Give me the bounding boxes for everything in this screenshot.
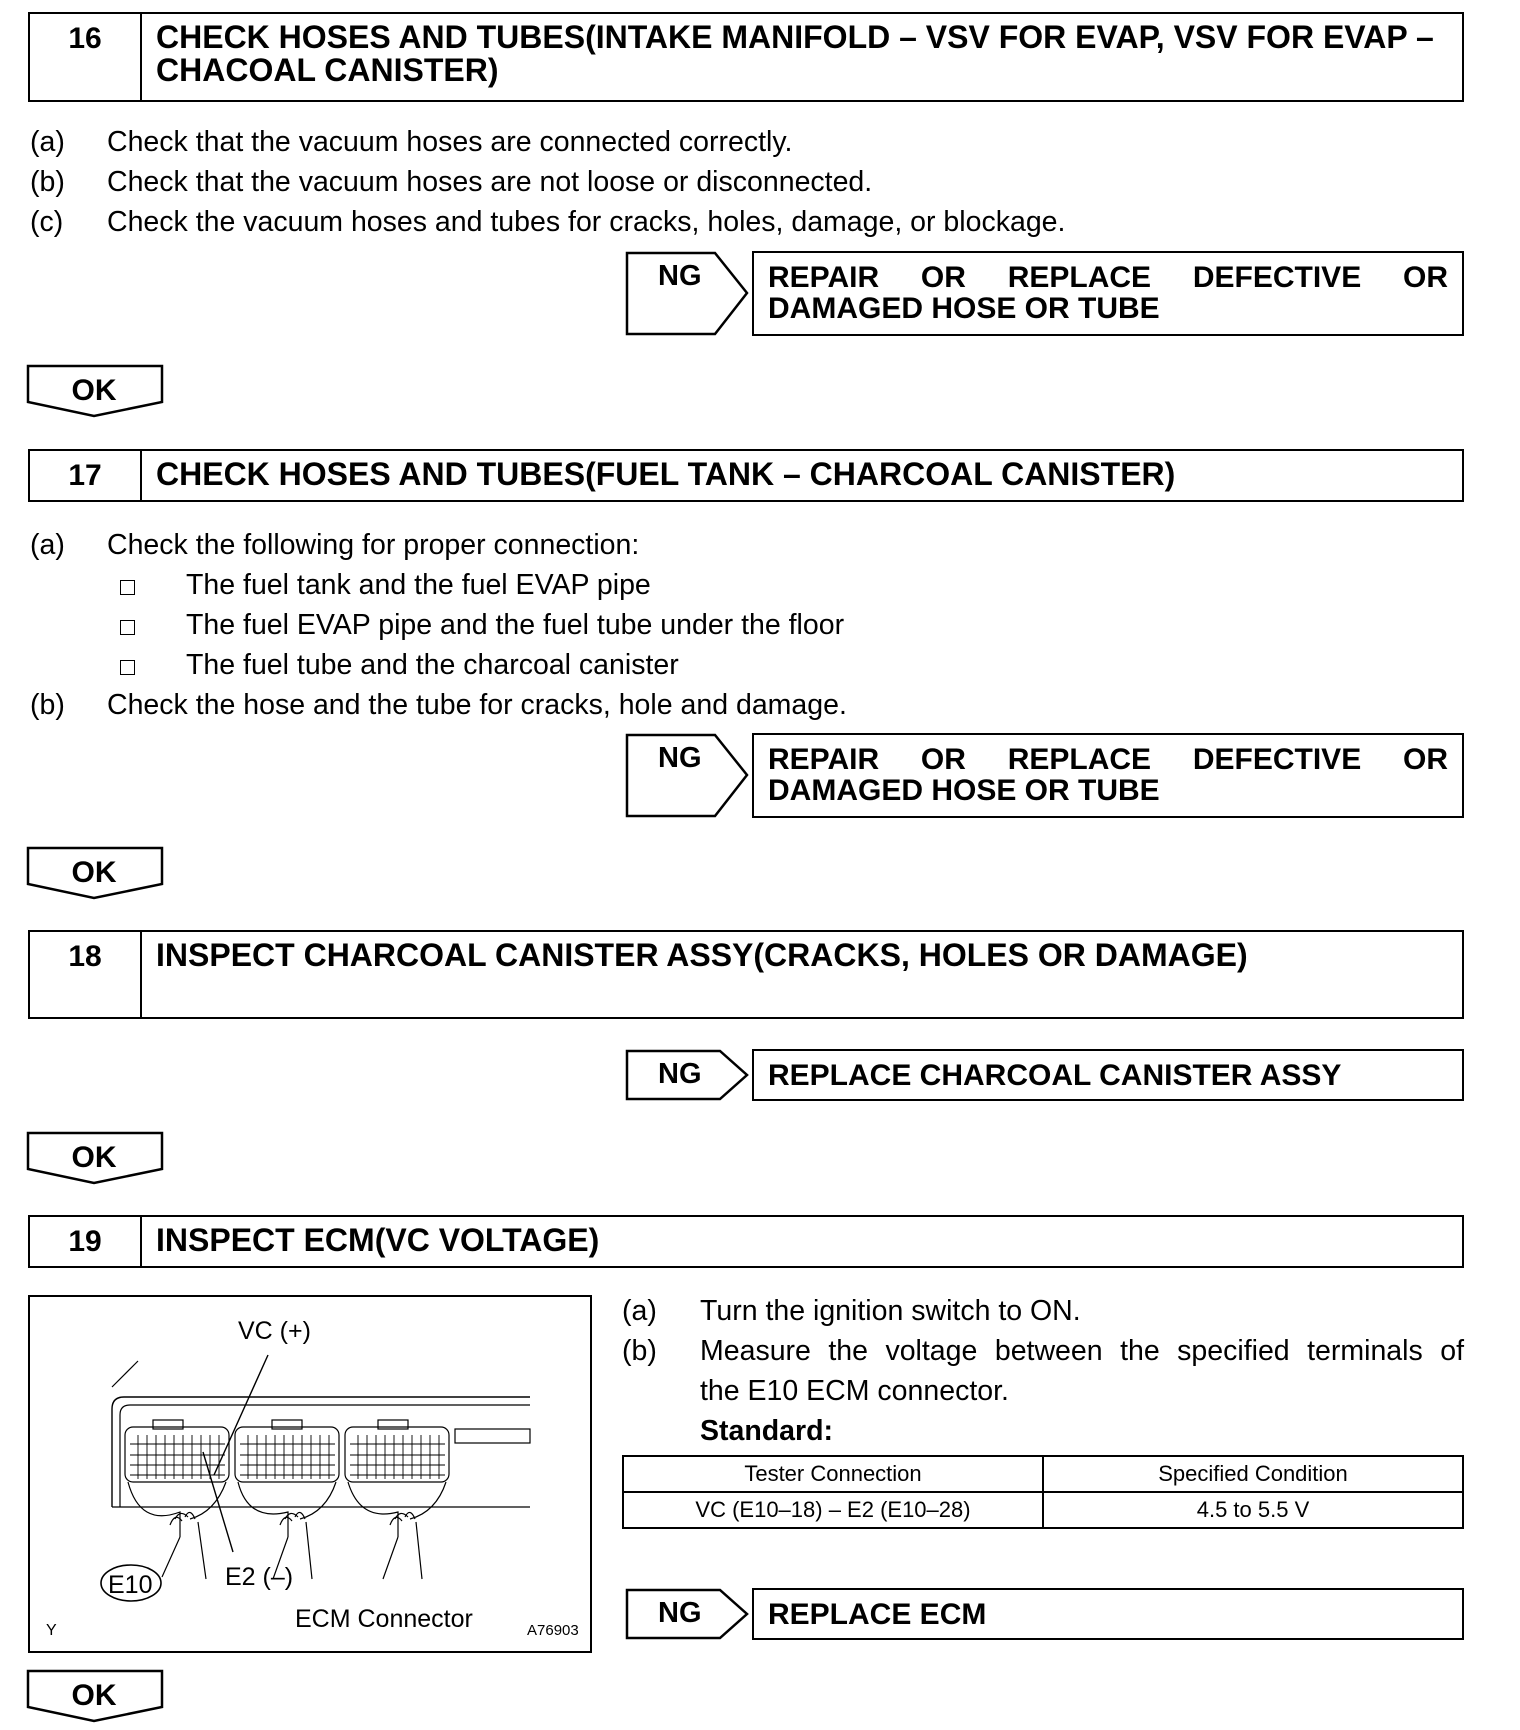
item-text: Check that the vacuum hoses are connected correctly. (107, 126, 793, 158)
figure-corner-mark: Y (46, 1622, 57, 1639)
step-number: 17 (30, 451, 142, 500)
item-text: Check the hose and the tube for cracks, hole and damage. (107, 689, 847, 721)
item-label: (a) (30, 529, 65, 561)
item-label: (b) (30, 689, 65, 721)
step-number: 19 (30, 1217, 142, 1266)
ng-label: NG (658, 260, 702, 292)
figure-caption: ECM Connector (295, 1605, 473, 1633)
ecm-connector-diagram-icon (30, 1297, 590, 1651)
ng-action-box (752, 251, 1464, 336)
table-header-cell: Tester Connection (623, 1456, 1043, 1492)
table-cell: 4.5 to 5.5 V (1043, 1492, 1463, 1528)
item-label: (a) (30, 126, 65, 158)
step-title: INSPECT ECM(VC VOLTAGE) (156, 1222, 600, 1258)
item-text: Check the vacuum hoses and tubes for cracks, holes, damage, or blockage. (107, 206, 1066, 238)
item-label: (a) (622, 1295, 657, 1327)
specification-table (622, 1455, 1464, 1529)
item-text-line-1-wrap (700, 1334, 1464, 1368)
table-header-row (623, 1456, 1463, 1492)
item-text: the E10 ECM connector. (700, 1375, 1009, 1407)
e2-terminal-label: E2 (–) (225, 1563, 294, 1591)
bullet-text: The fuel tank and the fuel EVAP pipe (186, 569, 651, 601)
step-number: 16 (30, 14, 142, 100)
vc-terminal-label: VC (+) (238, 1317, 311, 1345)
step-18-header (28, 930, 1464, 1019)
ng-label: NG (658, 1597, 702, 1629)
checkbox-bullet-icon (120, 620, 135, 635)
item-label: (b) (622, 1335, 657, 1367)
ok-label: OK (71, 1141, 117, 1174)
item-text: Check that the vacuum hoses are not loose or disconnected. (107, 166, 873, 198)
ok-label: OK (71, 856, 117, 889)
ok-label: OK (71, 1679, 117, 1712)
bullet-text: The fuel EVAP pipe and the fuel tube under the floor (186, 609, 845, 641)
step-title: INSPECT CHARCOAL CANISTER ASSY(CRACKS, HOLES OR DAMAGE) (156, 937, 1248, 973)
ng-action-line: REPAIR OR REPLACE DEFECTIVE OR (768, 261, 1448, 294)
figure-id: A76903 (527, 1622, 579, 1639)
table-cell: VC (E10–18) – E2 (E10–28) (623, 1492, 1043, 1528)
ng-label: NG (658, 1058, 702, 1090)
ng-action-line: REPLACE ECM (768, 1598, 987, 1631)
checkbox-bullet-icon (120, 580, 135, 595)
step-17-header (28, 449, 1464, 502)
ng-action-box (752, 733, 1464, 818)
step-16-header (28, 12, 1464, 102)
item-label: (b) (30, 166, 65, 198)
step-number: 18 (30, 932, 142, 1017)
table-row (623, 1492, 1463, 1528)
step-19-header (28, 1215, 1464, 1268)
ng-action-line: DAMAGED HOSE OR TUBE (768, 774, 1160, 807)
ok-label: OK (71, 374, 117, 407)
ng-action-line: REPAIR OR REPLACE DEFECTIVE OR (768, 743, 1448, 776)
connector-id-label: E10 (108, 1571, 153, 1599)
item-text: Measure the voltage between the specified terminals of (700, 1335, 1464, 1367)
ng-action-line: REPLACE CHARCOAL CANISTER ASSY (768, 1059, 1342, 1092)
ng-label: NG (658, 742, 702, 774)
step-title: CHECK HOSES AND TUBES(INTAKE MANIFOLD – VSV FOR EVAP, VSV FOR EVAP – CHACOAL CANISTER) (156, 19, 1434, 88)
checkbox-bullet-icon (120, 660, 135, 675)
ng-action-line: DAMAGED HOSE OR TUBE (768, 292, 1160, 325)
standard-label: Standard: (700, 1415, 834, 1447)
item-text: Turn the ignition switch to ON. (700, 1295, 1081, 1327)
ecm-connector-figure (28, 1295, 592, 1653)
step-title: CHECK HOSES AND TUBES(FUEL TANK – CHARCOAL CANISTER) (156, 456, 1176, 492)
item-label: (c) (30, 206, 64, 238)
table-header-cell: Specified Condition (1043, 1456, 1463, 1492)
item-text: Check the following for proper connection: (107, 529, 640, 561)
ng-action-box (752, 1588, 1464, 1640)
ng-action-box (752, 1049, 1464, 1101)
bullet-text: The fuel tube and the charcoal canister (186, 649, 679, 681)
